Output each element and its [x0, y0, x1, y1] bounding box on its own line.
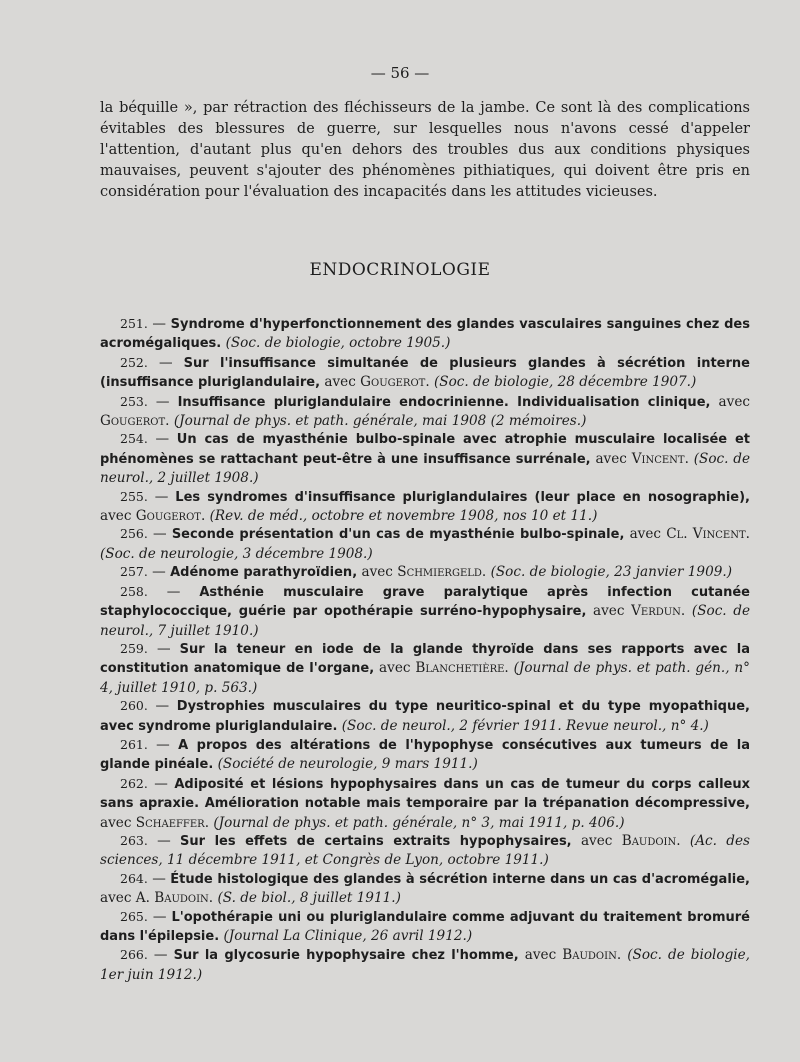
- entry-reference: (Soc. de neurologie, 3 décembre 1908.): [100, 545, 373, 562]
- entry-coauthor: Baudoin.: [562, 947, 622, 964]
- entry-title: Étude histologique des glandes à sécrétion interne dans un cas d'acromégalie,: [170, 871, 750, 887]
- entry-coauthor-prefix: avec: [595, 450, 627, 467]
- entry-number: 266.: [120, 947, 148, 963]
- entry-coauthor-prefix: avec: [361, 564, 393, 581]
- entry-number: 254.: [120, 431, 148, 447]
- entry-title: Les syndromes d'insuffisance pluriglandulaires (leur place en nosographie),: [175, 489, 750, 505]
- bibliography-entry: 257. — Adénome parathyroïdien, avec Schmiergeld. (Soc. de biologie, 23 janvier 1909.): [120, 564, 732, 581]
- entry-reference: (Soc. de biologie, 23 janvier 1909.): [490, 564, 732, 581]
- entry-coauthor-prefix: avec: [629, 526, 662, 543]
- entry-title: Seconde présentation d'un cas de myasthénie bulbo-spinale,: [171, 527, 625, 543]
- entry-title: Sur la teneur en iode de la glande thyroïde dans ses rapports avec la constitution anatomique de l'organe,: [100, 641, 750, 677]
- entry-reference: (Soc. de neurol., 2 juillet 1908.): [100, 450, 751, 487]
- bibliography-entry: 262. — Adiposité et lésions hypophysaires dans un cas de tumeur du corps calleux sans apraxie. Amélioration notable mais temporaire par la trépanation décompressive, avec Schaeffer. (Journal de phys. et path. générale, n° 3, mai 1911, p. 406.): [100, 775, 750, 831]
- bibliography-entry: 256. — Seconde présentation d'un cas de myasthénie bulbo-spinale, avec Cl. Vincent. (Soc. de neurologie, 3 décembre 1908.): [100, 526, 750, 562]
- entry-coauthor-prefix: avec: [324, 374, 356, 391]
- entry-number: 265.: [120, 908, 148, 924]
- entry-number: 260.: [120, 698, 148, 714]
- entry-number: 257.: [120, 564, 148, 580]
- entry-coauthor: Vincent.: [631, 450, 689, 467]
- entry-number: 253.: [120, 393, 148, 409]
- bibliography-entry: 252. — Sur l'insuffisance simultanée de plusieurs glandes à sécrétion interne (insuffisance pluriglandulaire, avec Gougerot. (Soc. de biologie, 28 décembre 1907.): [100, 354, 750, 391]
- entry-coauthor: Baudoin.: [154, 890, 214, 907]
- entry-coauthor-prefix: avec: [718, 393, 750, 410]
- entry-reference: (Journal de phys. et path. gén., n° 4, juillet 1910, p. 563.): [100, 660, 750, 696]
- entry-coauthor-prefix: avec A.: [100, 890, 150, 907]
- bibliography-entry: 259. — Sur la teneur en iode de la glande thyroïde dans ses rapports avec la constitution anatomique de l'organe, avec Blanchetière. (Journal de phys. et path. gén., n° 4, juillet 1910, p. 563.): [100, 640, 750, 696]
- bibliography-entry: 263. — Sur les effets de certains extraits hypophysaires, avec Baudoin. (Ac. des sciences, 11 décembre 1911, et Congrès de Lyon, octobre 1911.): [100, 832, 750, 869]
- intro-text: la béquille », par rétraction des fléchisseurs de la jambe. Ce sont là des complications évitables des blessures de guerre, sur lesquelles nous n'avons cessé d'appeler l'attention, d'autant plus qu'en dehors des troubles dus aux conditions physiques mauvaises, peuvent s'ajouter des phénomènes pithiatiques, qui doivent être pris en considération pour l'évaluation des incapacités dans les attitudes vicieuses.: [100, 100, 750, 200]
- entry-reference: (Journal de phys. et path. générale, n° 3, mai 1911, p. 406.): [213, 814, 625, 831]
- bibliography-entry: 253. — Insuffisance pluriglandulaire endocrinienne. Individualisation clinique, avec Gougerot. (Journal de phys. et path. générale, mai 1908 (2 mémoires.): [100, 393, 750, 430]
- entry-coauthor: Schaeffer.: [135, 814, 210, 831]
- bibliography-entry: 254. — Un cas de myasthénie bulbo-spinale avec atrophie musculaire localisée et phénomènes se rattachant peut-être à une insuffisance surrénale, avec Vincent. (Soc. de neurol., 2 juillet 1908.): [100, 431, 751, 487]
- entry-title: Asthénie musculaire grave paralytique après infection cutanée staphylococcique, guérie par opothérapie surréno-hypophysaire,: [100, 584, 750, 620]
- entry-title: Insuffisance pluriglandulaire endocrinienne. Individualisation clinique,: [177, 394, 711, 410]
- entry-number: 259.: [120, 640, 148, 656]
- entry-reference: (Soc. de neurol., 7 juillet 1910.): [100, 603, 750, 639]
- bibliography-entry: 266. — Sur la glycosurie hypophysaire chez l'homme, avec Baudoin. (Soc. de biologie, 1er juin 1912.): [100, 947, 750, 983]
- entry-title: A propos des altérations de l'hypophyse consécutives aux tumeurs de la glande pinéale.: [100, 737, 750, 773]
- entry-coauthor: Cl. Vincent.: [666, 526, 750, 543]
- entry-reference: (Ac. des sciences, 11 décembre 1911, et Congrès de Lyon, octobre 1911.): [100, 832, 750, 869]
- entry-coauthor-prefix: avec: [100, 508, 132, 525]
- entry-reference: (Soc. de biologie, 1er juin 1912.): [100, 947, 750, 983]
- entry-reference: (Soc. de biologie, 28 décembre 1907.): [433, 374, 697, 391]
- entry-coauthor: Blanchetière.: [415, 660, 509, 677]
- entry-title: Un cas de myasthénie bulbo-spinale avec atrophie musculaire localisée et phénomènes se rattachant peut-être à une insuffisance surrénale,: [100, 432, 750, 467]
- entry-coauthor: Verdun.: [631, 603, 686, 620]
- bibliography-list: [100, 315, 750, 984]
- entry-number: 262.: [120, 775, 148, 791]
- bibliography-entry: 264. — Étude histologique des glandes à sécrétion interne dans un cas d'acromégalie, avec A. Baudoin. (S. de biol., 8 juillet 1911.): [100, 870, 750, 907]
- entry-title: L'opothérapie uni ou pluriglandulaire comme adjuvant du traitement bromuré dans l'épilepsie.: [100, 909, 750, 944]
- entry-title: Sur les effets de certains extraits hypophysaires,: [180, 833, 572, 849]
- entry-coauthor: Gougerot.: [100, 413, 170, 430]
- entry-coauthor: Schmiergeld.: [397, 564, 487, 581]
- entry-coauthor-prefix: avec: [580, 832, 613, 849]
- section-title: ENDOCRINOLOGIE: [309, 260, 491, 280]
- intro-paragraph: [100, 98, 750, 203]
- entry-number: 256.: [120, 526, 148, 542]
- entry-reference: (Journal de phys. et path. générale, mai 1908 (2 mémoires.): [173, 413, 587, 430]
- entry-coauthor-prefix: avec: [379, 660, 411, 677]
- entry-number: 261.: [120, 736, 148, 752]
- bibliography-entry: 261. — A propos des altérations de l'hypophyse consécutives aux tumeurs de la glande pinéale. (Société de neurologie, 9 mars 1911.): [100, 736, 750, 773]
- entry-title: Adiposité et lésions hypophysaires dans un cas de tumeur du corps calleux sans apraxie. Amélioration notable mais temporaire par la trépanation décompressive,: [100, 776, 750, 812]
- page-number: — 56 —: [370, 64, 430, 82]
- bibliography-entry: 260. — Dystrophies musculaires du type neuritico-spinal et du type myopathique, avec syndrome pluriglandulaire. (Soc. de neurol., 2 février 1911. Revue neurol., n° 4.): [100, 698, 750, 734]
- entry-title: Syndrome d'hyperfonctionnement des glandes vasculaires sanguines chez des acromégaliques.: [100, 317, 750, 352]
- bibliography-entry: 265. — L'opothérapie uni ou pluriglandulaire comme adjuvant du traitement bromuré dans l'épilepsie. (Journal La Clinique, 26 avril 1912.): [100, 908, 750, 944]
- entry-title: Dystrophies musculaires du type neuritico-spinal et du type myopathique, avec syndrome pluriglandulaire.: [100, 699, 750, 734]
- entry-number: 252.: [120, 354, 148, 370]
- entry-reference: (Soc. de neurol., 2 février 1911. Revue neurol., n° 4.): [341, 717, 709, 734]
- entry-coauthor: Gougerot.: [360, 374, 430, 391]
- entry-reference: (Société de neurologie, 9 mars 1911.): [217, 756, 478, 773]
- entry-coauthor: Gougerot.: [135, 508, 206, 525]
- entry-coauthor-prefix: avec: [100, 814, 132, 831]
- entry-reference: (Soc. de biologie, octobre 1905.): [225, 335, 451, 352]
- bibliography-entry: 255. — Les syndromes d'insuffisance pluriglandulaires (leur place en nosographie), avec Gougerot. (Rev. de méd., octobre et novembre 1908, nos 10 et 11.): [100, 488, 750, 525]
- entry-title: Adénome parathyroïdien,: [170, 565, 358, 581]
- entry-title: Sur la glycosurie hypophysaire chez l'homme,: [173, 948, 519, 964]
- entry-number: 258.: [120, 583, 148, 599]
- entry-coauthor: Baudoin.: [621, 832, 681, 849]
- entry-number: 255.: [120, 488, 148, 504]
- bibliography-entry: 258. — Asthénie musculaire grave paralytique après infection cutanée staphylococcique, guérie par opothérapie surréno-hypophysaire, avec Verdun. (Soc. de neurol., 7 juillet 1910.): [100, 583, 750, 639]
- entry-reference: (Rev. de méd., octobre et novembre 1908, nos 10 et 11.): [209, 508, 598, 525]
- entry-number: 251.: [120, 316, 148, 331]
- bibliography-entry: 251. — Syndrome d'hyperfonctionnement des glandes vasculaires sanguines chez des acromégaliques. (Soc. de biologie, octobre 1905.): [100, 316, 750, 352]
- entry-reference: (Journal La Clinique, 26 avril 1912.): [223, 928, 473, 944]
- entry-coauthor-prefix: avec: [593, 603, 625, 620]
- entry-coauthor-prefix: avec: [524, 947, 557, 964]
- entry-number: 263.: [120, 832, 148, 848]
- entry-title: Sur l'insuffisance simultanée de plusieurs glandes à sécrétion interne (insuffisance pluriglandulaire,: [100, 355, 750, 391]
- entry-number: 264.: [120, 870, 148, 886]
- entry-reference: (S. de biol., 8 juillet 1911.): [217, 890, 401, 907]
